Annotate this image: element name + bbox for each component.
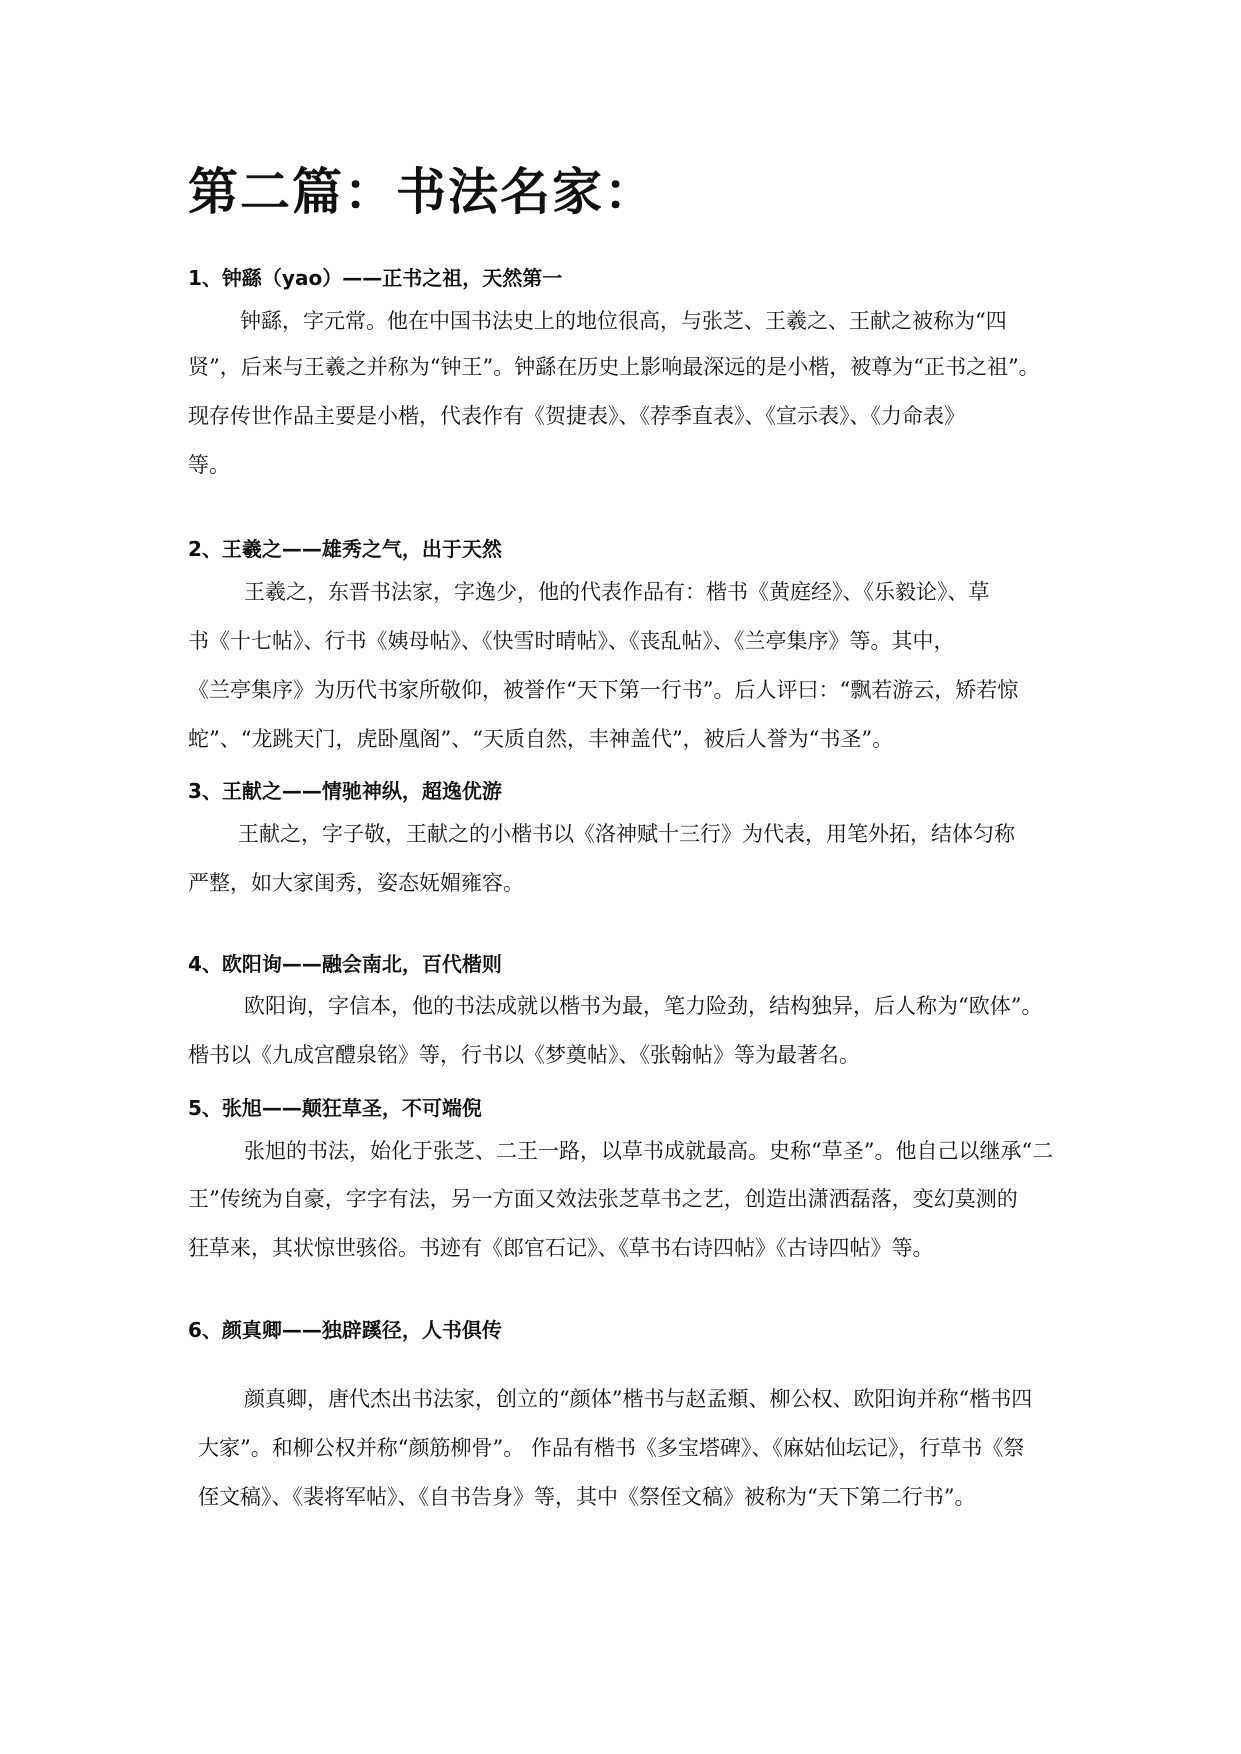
paragraph-line: 欧阳询，字信本，他的书法成就以楷书为最，笔力险劲，结构独异，后人称为“欧体”。 — [244, 994, 1043, 1018]
paragraph-line: 王献之，字子敬，王献之的小楷书以《洛神赋十三行》为代表，用笔外拓，结体匀称 — [238, 822, 1015, 846]
paragraph-line: 等。 — [188, 453, 230, 477]
section-heading: 5、张旭——颠狂草圣，不可端倪 — [188, 1096, 482, 1120]
paragraph-line: 现存传世作品主要是小楷，代表作有《贺捷表》、《荐季直表》、《宣示表》、《力命表》 — [188, 404, 965, 428]
paragraph-line: 书《十七帖》、行书《姨母帖》、《快雪时晴帖》、《丧乱帖》、《兰亭集序》等。其中， — [188, 629, 955, 653]
paragraph-line: 颜真卿，唐代杰出书法家，创立的“颜体”楷书与赵孟頫、柳公权、欧阳询并称“楷书四 — [244, 1387, 1033, 1411]
paragraph-line: 张旭的书法，始化于张芝、二王一路，以草书成就最高。史称“草圣”。他自己以继承“二 — [244, 1139, 1054, 1163]
paragraph-line: 《兰亭集序》为历代书家所敬仰，被誉作“天下第一行书”。后人评曰：“飘若游云，矫若惊 — [188, 678, 1019, 702]
section-heading: 2、王羲之——雄秀之气，出于天然 — [188, 537, 502, 561]
paragraph-line: 王”传统为自豪，字字有法，另一方面又效法张芝草书之艺，创造出潇洒磊落，变幻莫测的 — [188, 1187, 1018, 1211]
paragraph-line: 贤”，后来与王羲之并称为“钟王”。钟繇在历史上影响最深远的是小楷，被尊为“正书之祖”。 — [188, 355, 1040, 379]
section-heading: 6、颜真卿——独辟蹊径，人书俱传 — [188, 1318, 502, 1342]
section-heading: 4、欧阳询——融会南北，百代楷则 — [188, 952, 502, 976]
paragraph-line: 大家”。和柳公权并称“颜筋柳骨”。 作品有楷书《多宝塔碑》、《麻姑仙坛记》，行草书《祭 — [198, 1436, 1025, 1460]
paragraph-line: 侄文稿》、《裴将军帖》、《自书告身》等，其中《祭侄文稿》被称为“天下第二行书”。 — [198, 1485, 976, 1509]
paragraph-line: 王羲之，东晋书法家，字逸少，他的代表作品有：楷书《黄庭经》、《乐毅论》、草 — [244, 580, 990, 604]
section-heading: 3、王献之——情驰神纵，超逸优游 — [188, 779, 502, 803]
paragraph-line: 狂草来，其状惊世骇俗。书迹有《郎官石记》、《草书右诗四帖》《古诗四帖》等。 — [188, 1236, 934, 1260]
section-heading: 1、钟繇（yao）——正书之祖，天然第一 — [188, 266, 563, 290]
paragraph-line: 钟繇，字元常。他在中国书法史上的地位很高，与张芝、王羲之、王献之被称为“四 — [240, 309, 1007, 333]
document-title: 第二篇：书法名家： — [188, 163, 656, 221]
paragraph-line: 严整，如大家闺秀，姿态妩媚雍容。 — [188, 871, 524, 895]
paragraph-line: 蛇”、“龙跳天门，虎卧凰阁”、“天质自然，丰神盖代”，被后人誉为“书圣”。 — [188, 727, 894, 751]
paragraph-line: 楷书以《九成宫醴泉铭》等，行书以《梦奠帖》、《张翰帖》等为最著名。 — [188, 1043, 860, 1067]
